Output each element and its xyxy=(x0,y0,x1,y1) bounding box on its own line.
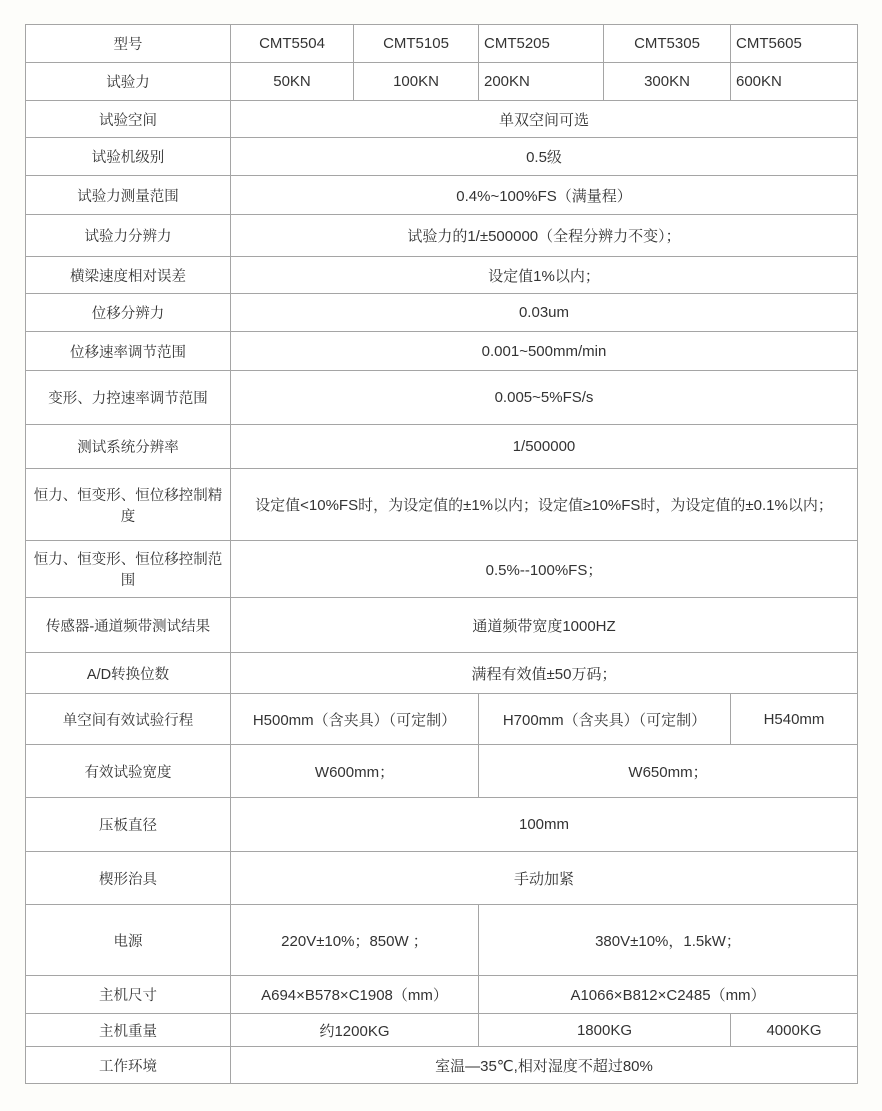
value-cell: 1/500000 xyxy=(231,425,858,469)
table-row xyxy=(26,138,858,176)
value-cell: W600mm； xyxy=(231,745,479,798)
row-label-cell: 试验力分辨力 xyxy=(26,215,231,257)
value-cell: 4000KG xyxy=(731,1014,858,1047)
table-row xyxy=(26,1047,858,1084)
row-label-cell: 压板直径 xyxy=(26,798,231,852)
value-cell: 通道频带宽度1000HZ xyxy=(231,598,858,653)
table-row xyxy=(26,1014,858,1047)
value-cell: CMT5305 xyxy=(604,25,731,63)
table-row xyxy=(26,598,858,653)
value-cell: 试验力的1/±500000（全程分辨力不变）； xyxy=(231,215,858,257)
table-row xyxy=(26,469,858,541)
row-label-cell: 电源 xyxy=(26,905,231,976)
row-label-cell: 试验空间 xyxy=(26,101,231,138)
value-cell: 200KN xyxy=(479,63,604,101)
row-label-cell: 型号 xyxy=(26,25,231,63)
table-row xyxy=(26,425,858,469)
table-row xyxy=(26,25,858,63)
spec-table xyxy=(25,24,858,1084)
value-cell: H540mm xyxy=(731,694,858,745)
value-cell: 设定值<10%FS时，为设定值的±1%以内；设定值≥10%FS时，为设定值的±0.1%以内； xyxy=(231,469,858,541)
table-row xyxy=(26,694,858,745)
table-row xyxy=(26,294,858,332)
value-cell: 380V±10%，1.5kW； xyxy=(479,905,858,976)
value-cell: CMT5205 xyxy=(479,25,604,63)
row-label-cell: 主机尺寸 xyxy=(26,976,231,1014)
value-cell: A694×B578×C1908（mm） xyxy=(231,976,479,1014)
table-row xyxy=(26,63,858,101)
row-label-cell: A/D转换位数 xyxy=(26,653,231,694)
value-cell: 约1200KG xyxy=(231,1014,479,1047)
value-cell: 50KN xyxy=(231,63,354,101)
value-cell: 220V±10%；850W ； xyxy=(231,905,479,976)
value-cell: 0.001~500mm/min xyxy=(231,332,858,371)
row-label-cell: 单空间有效试验行程 xyxy=(26,694,231,745)
value-cell: 满程有效值±50万码； xyxy=(231,653,858,694)
value-cell: CMT5105 xyxy=(354,25,479,63)
row-label-cell: 位移分辨力 xyxy=(26,294,231,332)
row-label-cell: 变形、力控速率调节范围 xyxy=(26,371,231,425)
row-label-cell: 恒力、恒变形、恒位移控制精度 xyxy=(26,469,231,541)
table-row xyxy=(26,215,858,257)
value-cell: 0.4%~100%FS（满量程） xyxy=(231,176,858,215)
value-cell: 600KN xyxy=(731,63,858,101)
table-row xyxy=(26,798,858,852)
value-cell: 0.5%--100%FS； xyxy=(231,541,858,598)
value-cell: 100mm xyxy=(231,798,858,852)
table-row xyxy=(26,905,858,976)
row-label-cell: 试验力 xyxy=(26,63,231,101)
row-label-cell: 横梁速度相对误差 xyxy=(26,257,231,294)
value-cell: 1800KG xyxy=(479,1014,731,1047)
value-cell: 100KN xyxy=(354,63,479,101)
table-row xyxy=(26,976,858,1014)
row-label-cell: 有效试验宽度 xyxy=(26,745,231,798)
value-cell: 300KN xyxy=(604,63,731,101)
table-row xyxy=(26,852,858,905)
table-row xyxy=(26,101,858,138)
table-row xyxy=(26,745,858,798)
row-label-cell: 试验机级别 xyxy=(26,138,231,176)
value-cell: H700mm（含夹具）（可定制） xyxy=(479,694,731,745)
row-label-cell: 位移速率调节范围 xyxy=(26,332,231,371)
row-label-cell: 楔形治具 xyxy=(26,852,231,905)
table-row xyxy=(26,541,858,598)
table-row xyxy=(26,332,858,371)
value-cell: 设定值1%以内； xyxy=(231,257,858,294)
value-cell: 室温—35℃,相对湿度不超过80% xyxy=(231,1047,858,1084)
value-cell: 单双空间可选 xyxy=(231,101,858,138)
value-cell: 0.005~5%FS/s xyxy=(231,371,858,425)
table-row xyxy=(26,257,858,294)
value-cell: CMT5605 xyxy=(731,25,858,63)
value-cell: A1066×B812×C2485（mm） xyxy=(479,976,858,1014)
row-label-cell: 传感器-通道频带测试结果 xyxy=(26,598,231,653)
row-label-cell: 工作环境 xyxy=(26,1047,231,1084)
value-cell: 0.03um xyxy=(231,294,858,332)
value-cell: W650mm； xyxy=(479,745,858,798)
row-label-cell: 恒力、恒变形、恒位移控制范围 xyxy=(26,541,231,598)
row-label-cell: 试验力测量范围 xyxy=(26,176,231,215)
value-cell: 0.5级 xyxy=(231,138,858,176)
row-label-cell: 测试系统分辨率 xyxy=(26,425,231,469)
row-label-cell: 主机重量 xyxy=(26,1014,231,1047)
value-cell: CMT5504 xyxy=(231,25,354,63)
value-cell: 手动加紧 xyxy=(231,852,858,905)
table-row xyxy=(26,371,858,425)
table-row xyxy=(26,176,858,215)
value-cell: H500mm（含夹具）（可定制） xyxy=(231,694,479,745)
table-row xyxy=(26,653,858,694)
